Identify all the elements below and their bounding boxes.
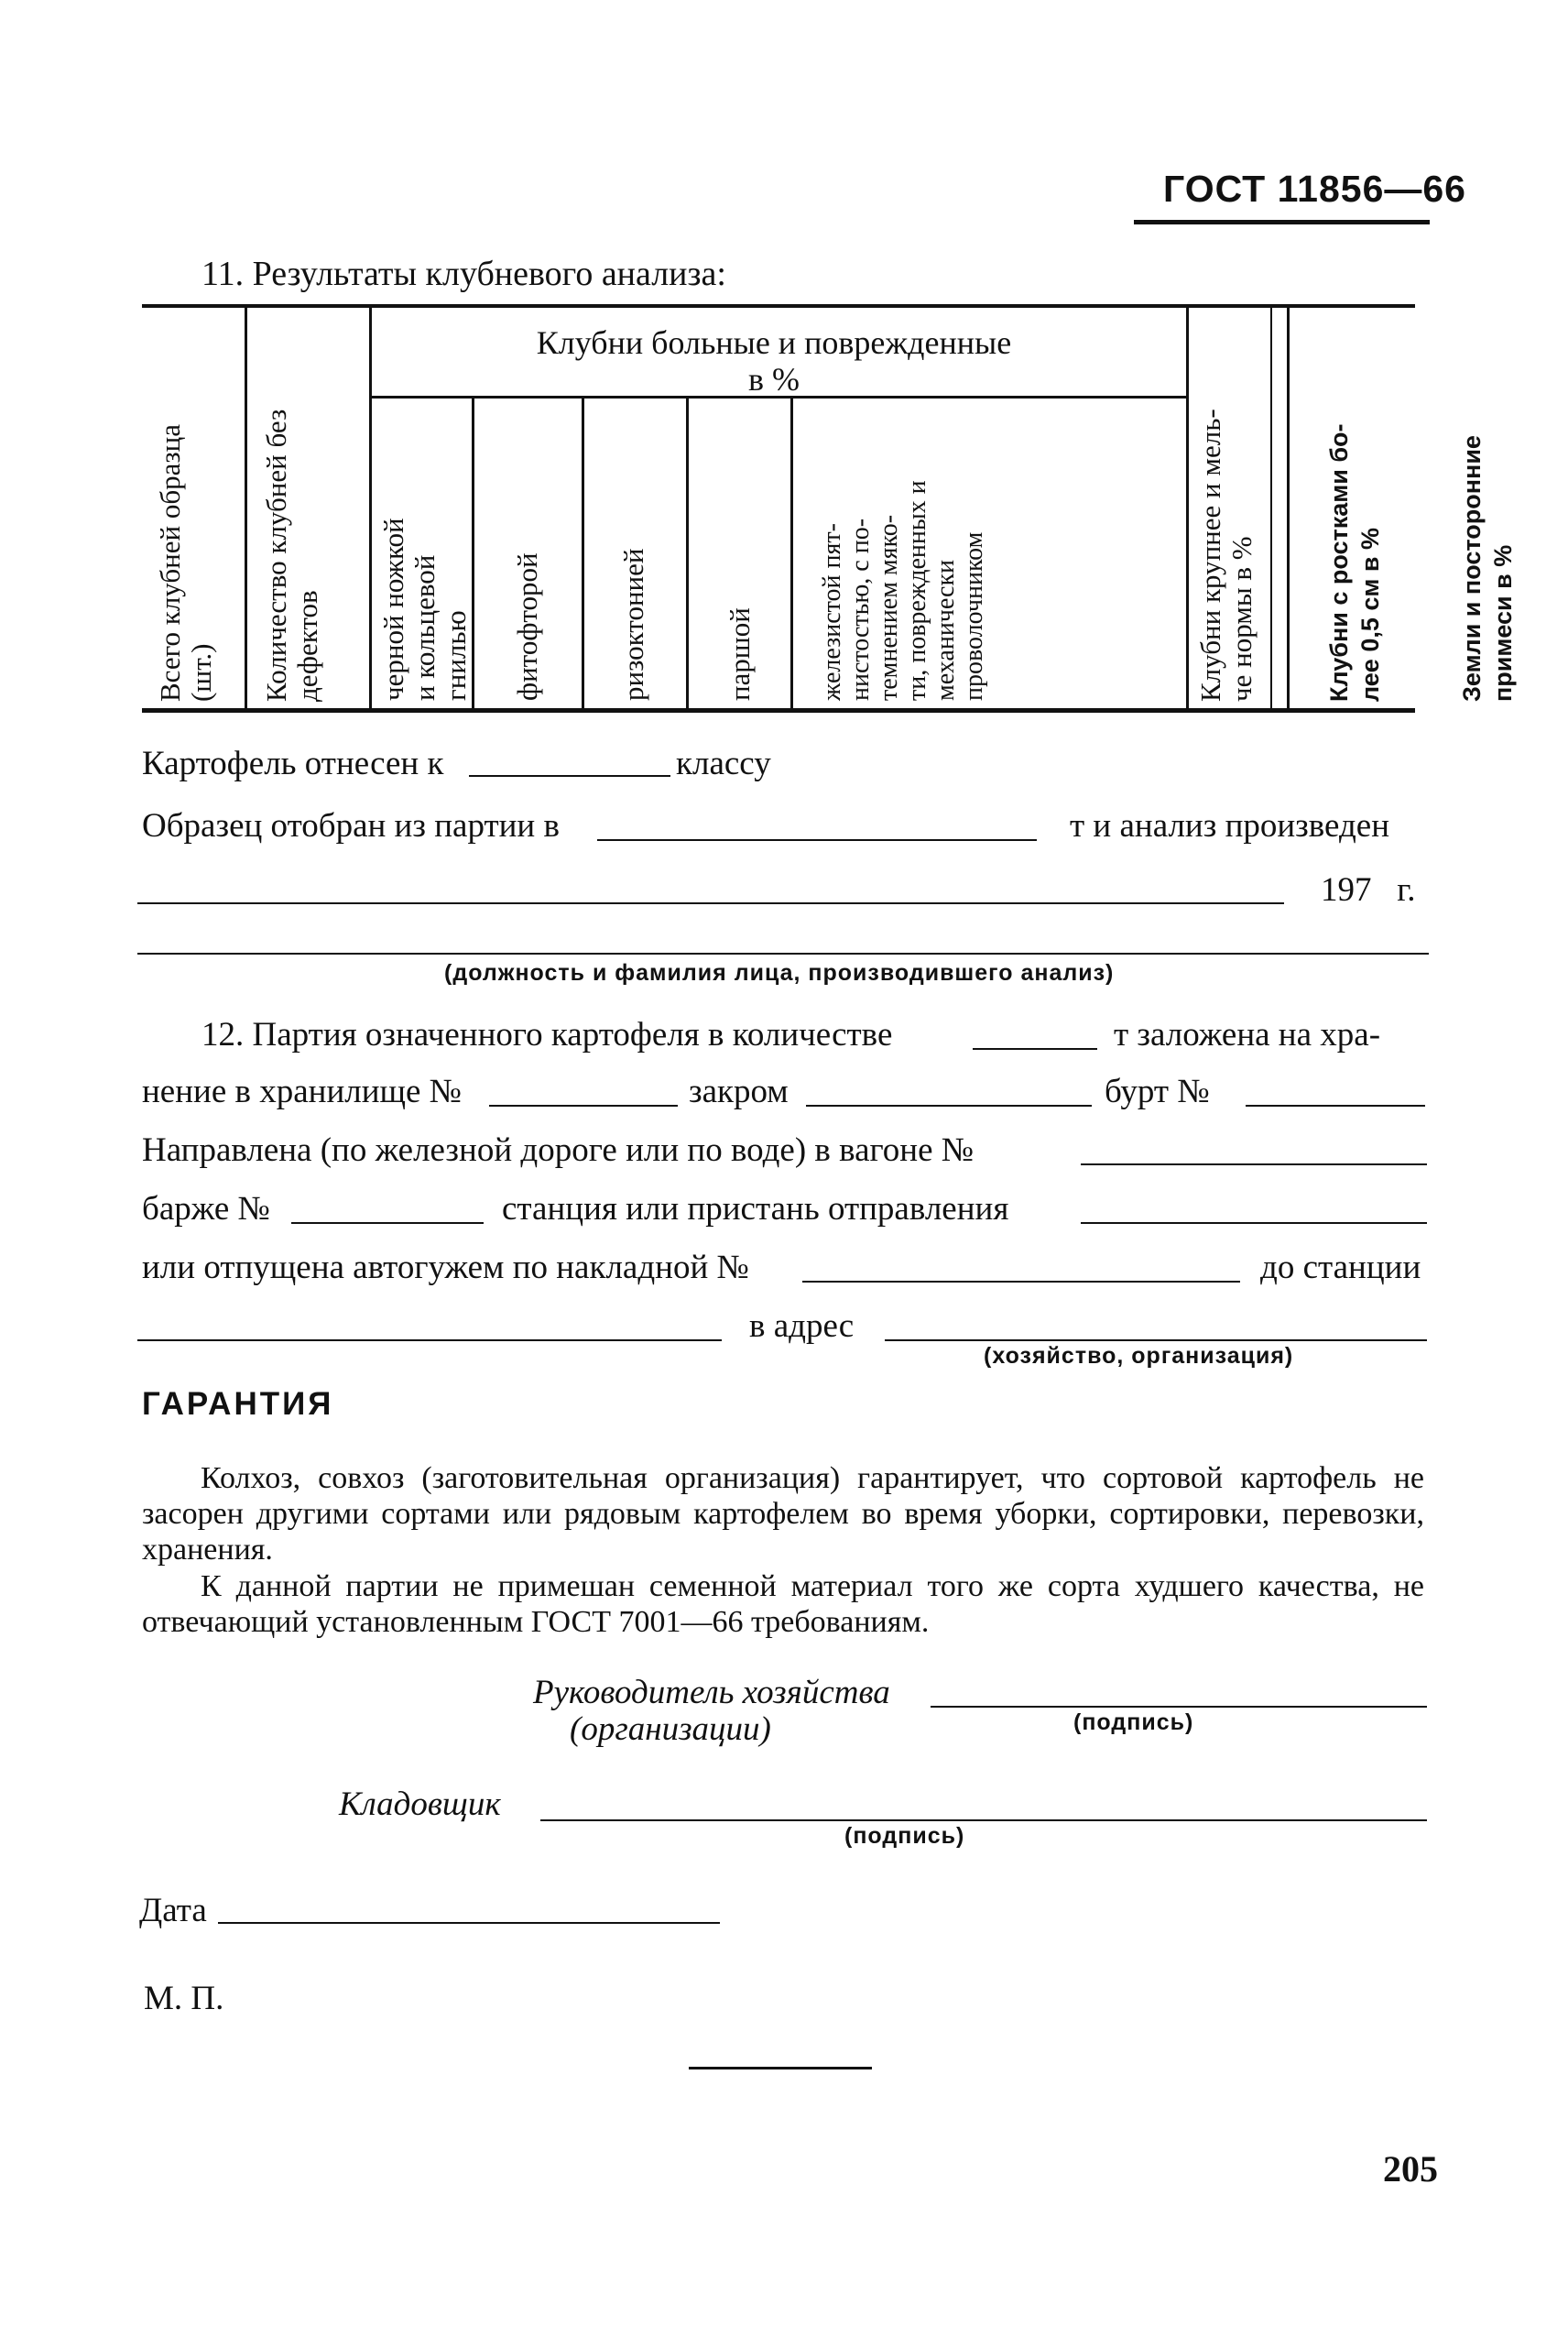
date-label: Дата [139, 1892, 207, 1929]
section-11-title: 11. Результаты клубневого анализа: [201, 255, 726, 293]
waybill-blank[interactable] [802, 1281, 1240, 1283]
head-signature-caption: (подпись) [1073, 1709, 1194, 1735]
analyst-caption: (должность и фамилия лица, производившего анализ) [444, 960, 1115, 986]
address-blank[interactable] [885, 1339, 1427, 1341]
tuber-analysis-table [142, 304, 1517, 714]
head-title-line2: (организации) [570, 1710, 771, 1748]
bin-blank[interactable] [806, 1105, 1092, 1107]
header-blackleg: черной ножкой и кольцевой гнилью [377, 518, 472, 701]
col-divider [245, 304, 247, 708]
table-bottom-border [142, 708, 1415, 713]
barge-blank[interactable] [291, 1222, 484, 1224]
bin-label: закром [689, 1073, 789, 1110]
guarantee-heading: ГАРАНТИЯ [142, 1386, 334, 1422]
page-number: 205 [1383, 2148, 1438, 2189]
storekeeper-signature-blank[interactable] [540, 1819, 1427, 1821]
col-divider [686, 396, 689, 708]
wagon-blank[interactable] [1081, 1163, 1427, 1165]
table-top-border [142, 304, 1415, 308]
guarantee-paragraph-1: Колхоз, совхоз (заготовительная организация) гарантирует, что сортовой картофель не засорен другими сортами или рядовым картофелем во время уборки, сортировки, перевозки, хранения. [142, 1461, 1424, 1567]
class-blank[interactable] [469, 775, 670, 777]
col-divider [1270, 304, 1272, 708]
class-label: Картофель отнесен к [142, 745, 444, 782]
date-blank[interactable] [218, 1922, 720, 1924]
header-iron-spot: железистой пят- нистостью, с по- темнением мяко- ти, поврежденных и механически проволочником [818, 480, 988, 701]
sample-batch-blank[interactable] [597, 839, 1037, 841]
destination-station-blank[interactable] [137, 1339, 722, 1341]
header-no-defects: Количество клубней без дефектов [260, 409, 323, 702]
to-station-label: до станции [1260, 1249, 1421, 1286]
address-label: в адрес [749, 1307, 855, 1345]
analyst-blank[interactable] [137, 953, 1429, 955]
header-soil-impurities: Земли и посторонние примеси в % [1458, 435, 1517, 702]
p12-label: 12. Партия означенного картофеля в количестве [201, 1016, 893, 1054]
pile-label: бурт № [1105, 1073, 1210, 1110]
header-scab: паршой [724, 607, 756, 701]
sample-suffix: т и анализ произведен [1070, 807, 1390, 845]
standard-code: ГОСТ 11856—66 [1163, 168, 1466, 210]
header-size-deviation: Клубни крупнее и мель- че нормы в % [1194, 409, 1258, 702]
end-rule [689, 2067, 872, 2069]
header-sprouts: Клубни с ростками бо- лее 0,5 см в % [1325, 423, 1384, 702]
quantity-blank[interactable] [973, 1048, 1097, 1050]
pile-blank[interactable] [1246, 1105, 1425, 1107]
header-total-tubers: Всего клубней образца (шт.) [154, 424, 217, 702]
analysis-date-blank[interactable] [137, 902, 1284, 904]
truck-label: или отпущена автогужем по накладной № [142, 1249, 749, 1286]
col-divider [582, 396, 584, 708]
col-divider [790, 396, 793, 708]
p12-middle: т заложена на хра- [1114, 1016, 1381, 1054]
header-phytophthora: фитофторой [511, 552, 543, 701]
station-blank[interactable] [1081, 1222, 1427, 1224]
guarantee-paragraph-2: К данной партии не примешан семенной материал того же сорта худшего качества, не отвечающий установленным ГОСТ 7001—66 требованиям. [142, 1569, 1424, 1639]
barge-label: барже № [142, 1190, 270, 1228]
sample-label: Образец отобран из партии в [142, 807, 560, 845]
station-label: станция или пристань отправления [502, 1190, 1009, 1228]
class-suffix: классу [676, 745, 771, 782]
col-divider [1287, 304, 1290, 708]
shipped-label: Направлена (по железной дороге или по воде) в вагоне № [142, 1131, 975, 1169]
header-rule [1134, 220, 1430, 224]
header-diseased-group: Клубни больные и поврежденные в % [536, 324, 1012, 398]
storage-label: нение в хранилище № [142, 1073, 462, 1110]
storekeeper-label: Кладовщик [339, 1785, 501, 1823]
address-caption: (хозяйство, организация) [984, 1343, 1294, 1369]
storekeeper-signature-caption: (подпись) [844, 1823, 965, 1849]
head-title-line1: Руководитель хозяйства [533, 1674, 890, 1711]
col-divider [472, 396, 474, 708]
seal-label: М. П. [144, 1980, 224, 2017]
col-divider [1186, 304, 1189, 708]
header-rhizoctonia: ризоктонией [617, 548, 649, 701]
storage-number-blank[interactable] [489, 1105, 678, 1107]
head-signature-blank[interactable] [931, 1706, 1427, 1708]
year-label: 197 г. [1321, 871, 1416, 909]
